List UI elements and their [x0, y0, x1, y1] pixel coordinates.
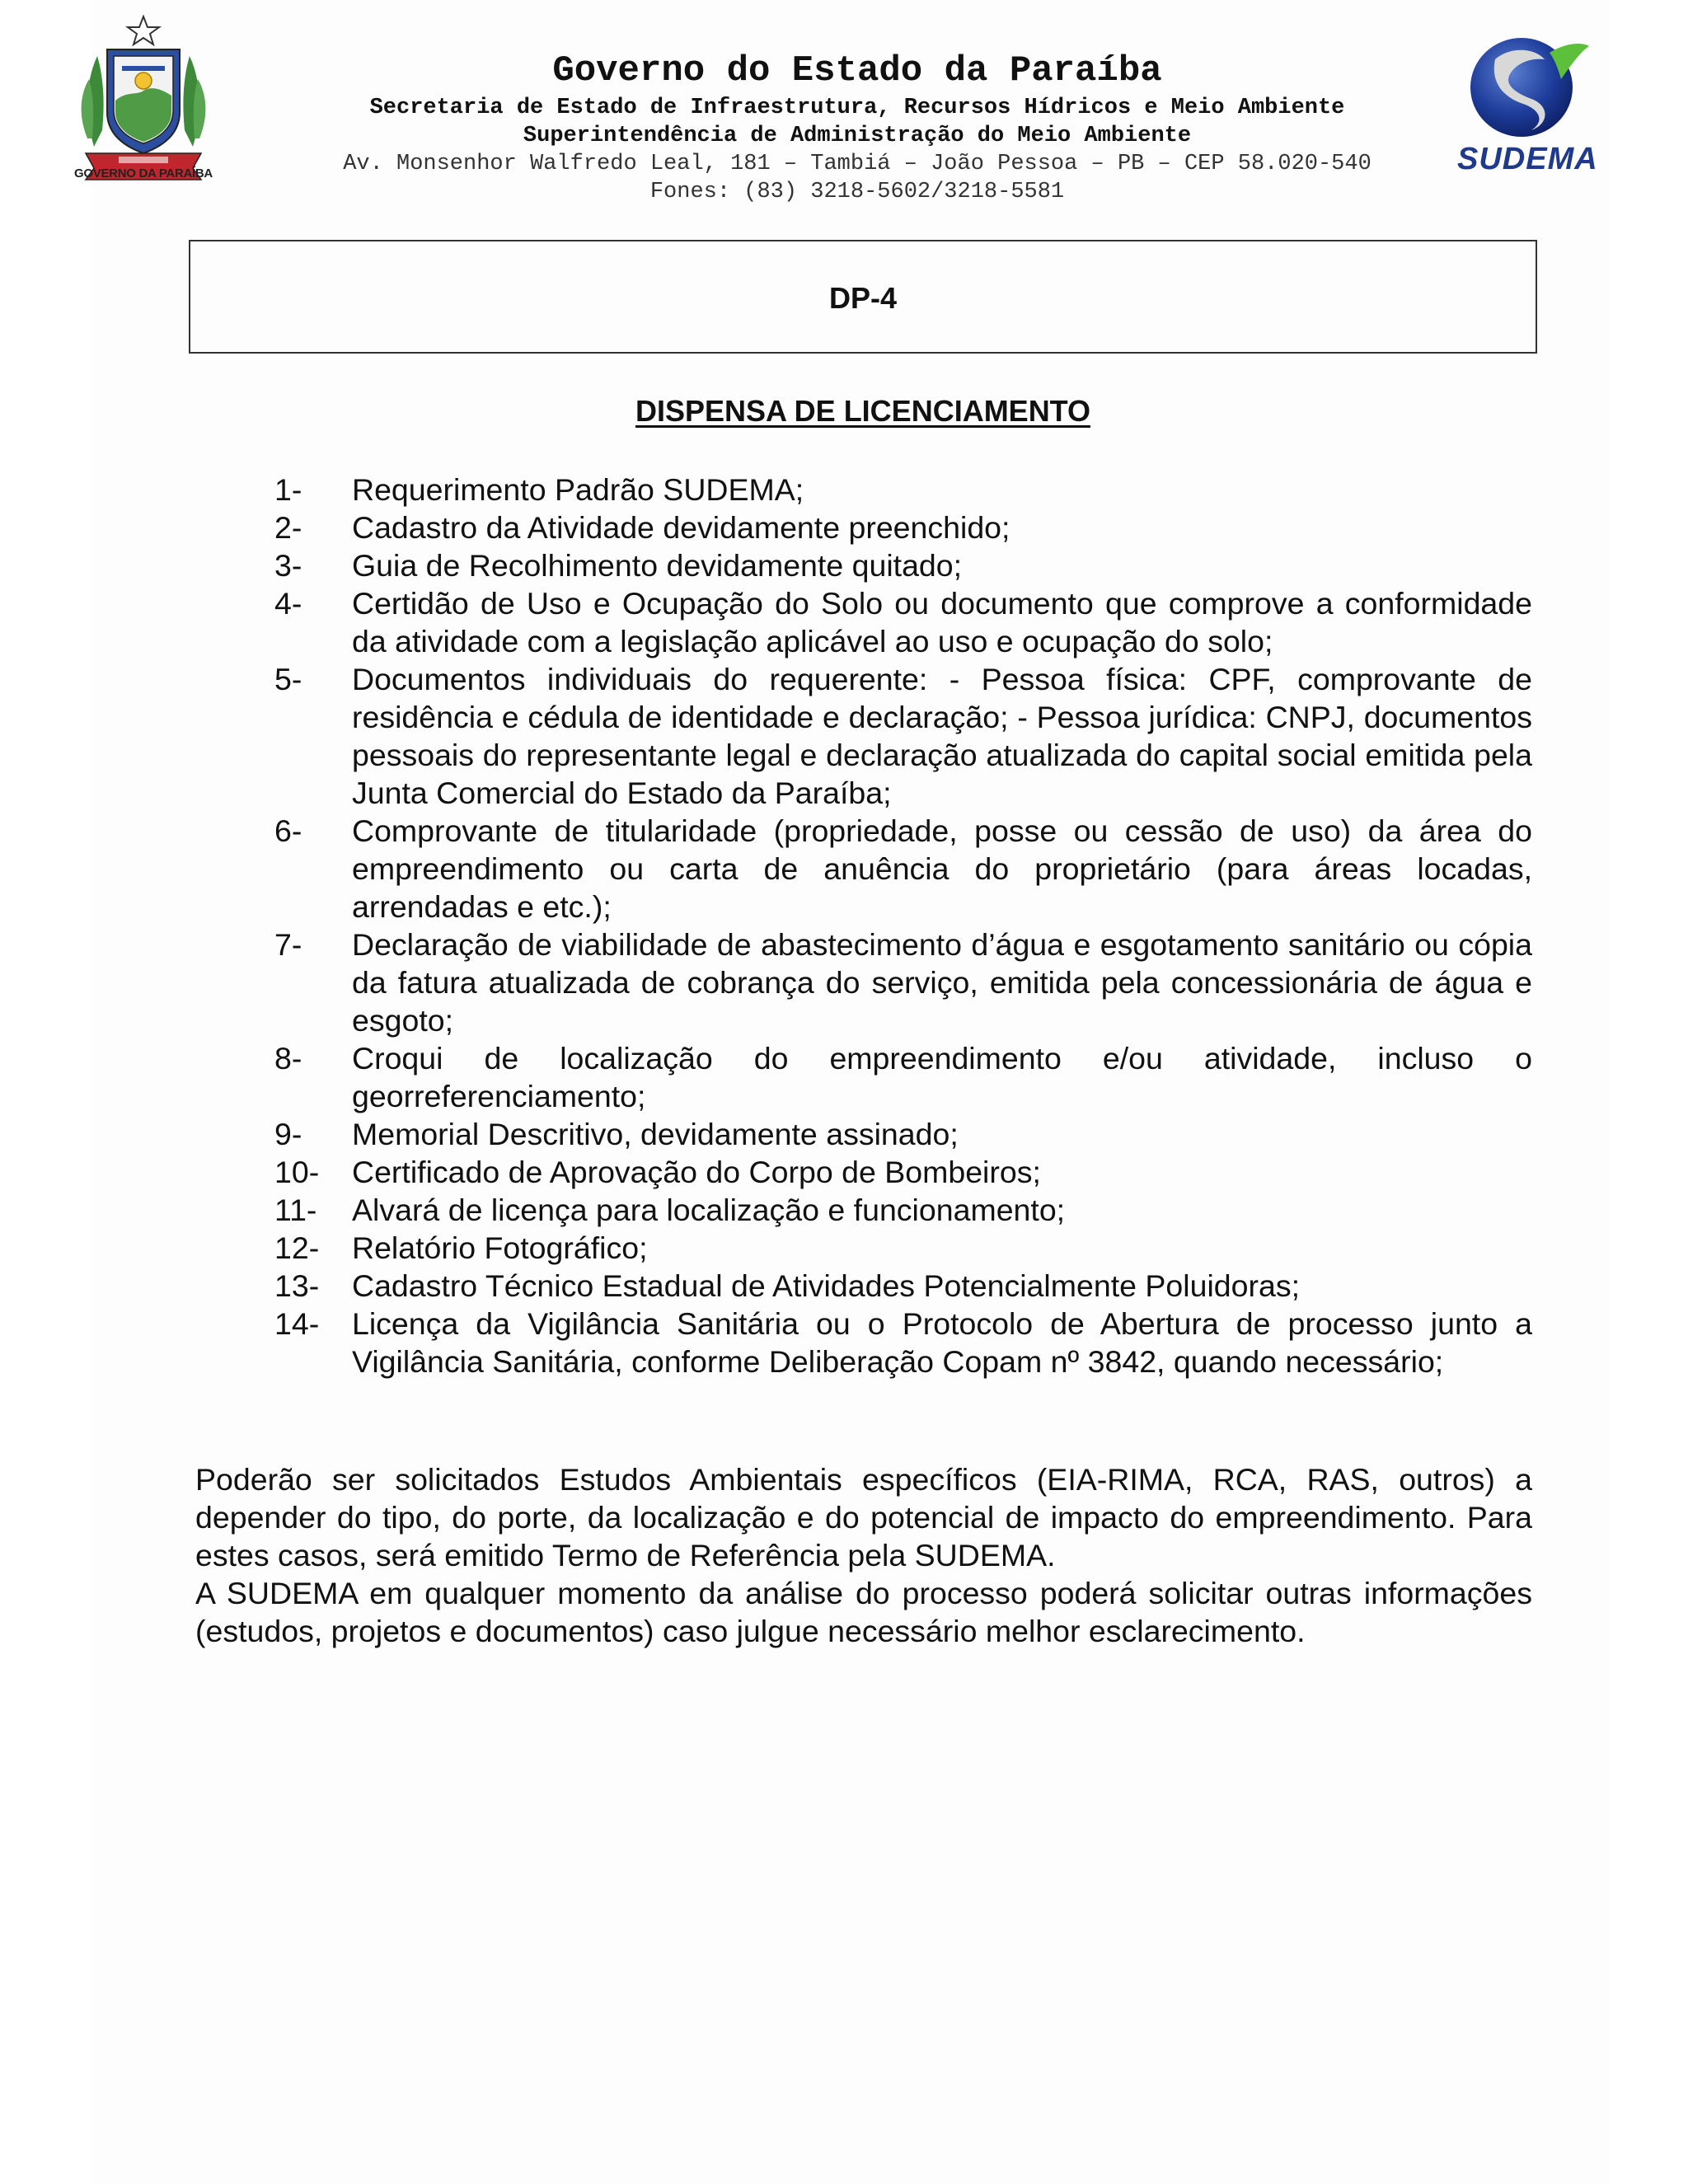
list-item-text: Guia de Recolhimento devidamente quitado; [352, 548, 963, 583]
list-item-text: Certidão de Uso e Ocupação do Solo ou documento que comprove a conformidade da atividade com a legislação aplicável ao uso e ocupação do solo; [352, 586, 1532, 658]
list-item-text: Memorial Descritivo, devidamente assinado; [352, 1117, 959, 1151]
list-item-number: 5- [274, 662, 302, 696]
list-item-text: Licença da Vigilância Sanitária ou o Protocolo de Abertura de processo junto a Vigilância Sanitária, conforme Deliberação Copam nº 3842, quando necessário; [352, 1306, 1532, 1379]
list-item-text: Relatório Fotográfico; [352, 1230, 648, 1265]
list-item-text: Documentos individuais do requerente: - Pessoa física: CPF, comprovante de residência e cédula de identidade e declaração; - Pessoa jurídica: CNPJ, documentos pessoais do representante legal e declaração atualizada do capital social emitida pela Junta Comercial do Estado da Paraíba; [352, 662, 1532, 810]
list-item [274, 1039, 1532, 1115]
closing-notes [195, 1460, 1532, 1650]
list-item-text: Croqui de localização do empreendimento e/ou atividade, incluso o georreferenciamento; [352, 1041, 1532, 1113]
list-item [274, 1115, 1532, 1153]
list-item [274, 926, 1532, 1039]
list-item-number: 4- [274, 586, 302, 621]
sudema-logo-icon [1452, 35, 1594, 138]
list-item-text: Requerimento Padrão SUDEMA; [352, 472, 804, 507]
list-item-number: 14- [274, 1306, 320, 1341]
list-item [274, 1191, 1532, 1229]
list-item-text: Comprovante de titularidade (propriedade, posse ou cessão de uso) da área do empreendimento ou carta de anuência do proprietário (para áreas locadas, arrendadas e etc.); [352, 813, 1532, 924]
list-item [274, 471, 1532, 509]
list-item-text: Declaração de viabilidade de abastecimento d’água e esgotamento sanitário ou cópia da fatura atualizada de cobrança do serviço, emitida pela concessionária de água e esgoto; [352, 927, 1532, 1038]
list-item-number: 3- [274, 548, 302, 583]
address-line: Av. Monsenhor Walfredo Leal, 181 – Tambiá – João Pessoa – PB – CEP 58.020-540 [343, 152, 1372, 176]
list-item-number: 9- [274, 1117, 302, 1151]
list-item-number: 10- [274, 1155, 320, 1189]
list-item-number: 12- [274, 1230, 320, 1265]
list-item-number: 13- [274, 1268, 320, 1303]
superintendence-name: Superintendência de Administração do Meio Ambiente [523, 124, 1192, 148]
list-item [274, 1229, 1532, 1267]
list-item-text: Cadastro Técnico Estadual de Atividades Potencialmente Poluidoras; [352, 1268, 1300, 1303]
letterhead [0, 0, 1688, 214]
document-heading: DISPENSA DE LICENCIAMENTO [635, 394, 1091, 428]
list-item [274, 509, 1532, 546]
phones-line: Fones: (83) 3218-5602/3218-5581 [649, 180, 1065, 204]
list-item [274, 546, 1532, 584]
list-item [274, 1267, 1532, 1305]
list-item-number: 6- [274, 813, 302, 848]
document-code-box [189, 240, 1537, 354]
paraiba-coat-of-arms-icon [69, 15, 218, 188]
list-item [274, 1153, 1532, 1191]
list-item [274, 812, 1532, 926]
list-item-text: Cadastro da Atividade devidamente preenchido; [352, 510, 1010, 545]
list-item-number: 1- [274, 472, 302, 507]
note-paragraph-studies: Poderão ser solicitados Estudos Ambientais específicos (EIA-RIMA, RCA, RAS, outros) a depender do tipo, do porte, da localização e do potencial de impacto do empreendimento. Para estes casos, será emitido Termo de Referência pela SUDEMA. [195, 1462, 1532, 1572]
secretariat-name: Secretaria de Estado de Infraestrutura, Recursos Hídricos e Meio Ambiente [369, 96, 1345, 120]
letterhead-text [272, 48, 1442, 206]
emblem-caption: GOVERNO DA PARAÍBA [74, 166, 213, 180]
document-code: DP-4 [828, 281, 898, 315]
requirements-list [274, 471, 1532, 1380]
note-paragraph-additional-info: A SUDEMA em qualquer momento da análise do processo poderá solicitar outras informações (estudos, projetos e documentos) caso julgue necessário melhor esclarecimento. [195, 1576, 1532, 1648]
list-item-number: 8- [274, 1041, 302, 1076]
list-item [274, 584, 1532, 660]
list-item-number: 2- [274, 510, 302, 545]
government-title: Governo do Estado da Paraíba [552, 50, 1162, 91]
sudema-logo-text: SUDEMA [1457, 142, 1598, 176]
list-item-text: Certificado de Aprovação do Corpo de Bombeiros; [352, 1155, 1041, 1189]
list-item-number: 7- [274, 927, 302, 962]
list-item [274, 660, 1532, 812]
list-item-number: 11- [274, 1193, 317, 1227]
list-item-text: Alvará de licença para localização e funcionamento; [352, 1193, 1066, 1227]
list-item [274, 1305, 1532, 1380]
